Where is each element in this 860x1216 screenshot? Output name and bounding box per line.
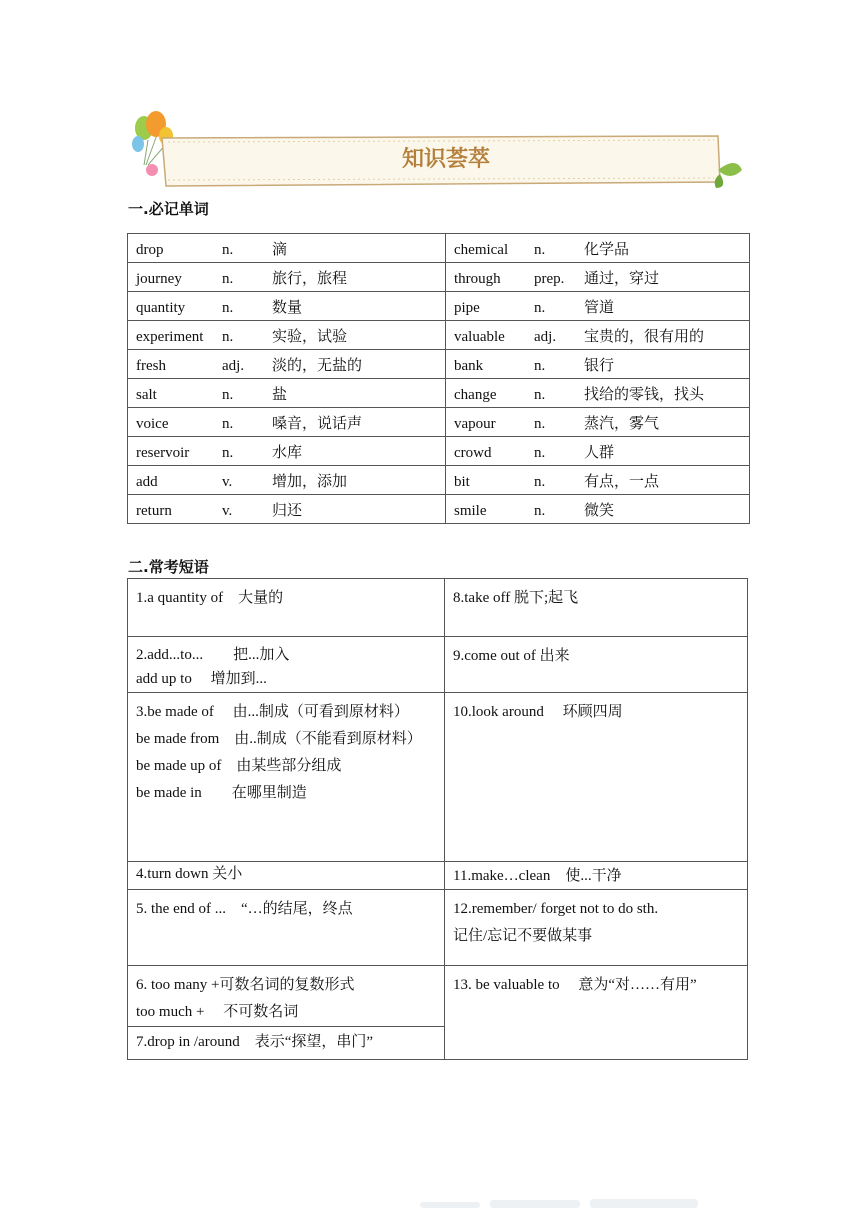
phrase-cell [128,862,445,890]
vocab-word: bit [454,473,470,490]
vocab-word: salt [136,386,157,403]
vocab-pos: n. [534,473,546,490]
phrase-text: 2.add...to... 把...加入 [136,647,290,663]
phrase-cell [128,890,445,966]
phrase-cell [128,966,445,1027]
phrase-cell [445,862,748,890]
vocab-cell [128,263,446,292]
vocab-word: pipe [454,299,480,316]
vocab-word: crowd [454,444,492,461]
vocab-meaning: 水库 [272,444,303,461]
phrase-text: 1.a quantity of 大量的 [136,590,284,606]
vocab-meaning: 微笑 [584,502,615,519]
section2-heading: 二.常考短语 [128,558,209,576]
phrase-text: too much + 不可数名词 [136,1004,299,1020]
vocab-cell [446,408,750,437]
vocab-meaning: 有点，一点 [584,473,660,490]
vocab-word: smile [454,502,487,519]
vocab-pos: n. [222,299,234,316]
phrase-text: be made up of 由某些部分组成 [136,758,342,774]
vocab-meaning: 人群 [584,444,615,461]
vocab-meaning: 增加，添加 [272,473,348,490]
vocab-row [128,495,750,524]
phrase-text: 5. the end of ... “…的结尾，终点 [136,901,353,917]
vocab-cell [128,350,446,379]
vocab-pos: n. [534,299,546,316]
vocab-pos: n. [222,241,234,258]
vocab-table [127,233,750,524]
phrase-text: 7.drop in /around 表示“探望，串门” [136,1034,374,1050]
vocab-cell [128,321,446,350]
vocab-pos: n. [534,502,546,519]
vocab-word: change [454,386,497,403]
vocab-cell [446,263,750,292]
vocab-meaning: 淡的，无盐的 [272,357,363,374]
phrase-cell [128,579,445,637]
vocab-pos: n. [222,328,234,345]
footer-watermark [420,1198,700,1212]
vocab-cell [446,321,750,350]
vocab-pos: n. [222,386,234,403]
phrase-cell [128,693,445,862]
vocab-row [128,263,750,292]
phrase-text: 11.make…clean 使...干净 [453,868,622,884]
vocab-cell [446,437,750,466]
phrase-cell [445,966,748,1060]
vocab-pos: n. [534,415,546,432]
vocab-meaning: 银行 [584,357,615,374]
section-banner [130,110,745,190]
vocab-pos: n. [222,415,234,432]
phrase-cell [128,1027,445,1060]
vocab-meaning: 管道 [584,299,615,316]
vocab-word: vapour [454,415,496,432]
phrase-text: be made in 在哪里制造 [136,785,307,801]
vocab-cell [128,234,446,263]
vocab-cell [128,466,446,495]
vocab-meaning: 归还 [272,502,303,519]
vocab-word: add [136,473,158,490]
vocab-row [128,379,750,408]
vocab-meaning: 通过，穿过 [584,270,660,287]
vocab-row [128,466,750,495]
phrase-table [127,578,748,1060]
vocab-cell [446,292,750,321]
phrase-text: add up to 增加到... [136,671,267,687]
vocab-pos: n. [534,357,546,374]
vocab-pos: n. [534,444,546,461]
vocab-meaning: 宝贵的，很有用的 [584,328,705,345]
vocab-cell [446,234,750,263]
vocab-cell [128,292,446,321]
vocab-word: return [136,502,172,519]
vocab-word: journey [136,270,182,287]
section1-heading: 一.必记单词 [128,200,209,218]
vocab-meaning: 化学品 [584,241,630,258]
vocab-meaning: 旅行，旅程 [272,270,348,287]
vocab-cell [128,379,446,408]
phrase-cell [445,890,748,966]
banner-title: 知识荟萃 [402,147,491,172]
vocab-row [128,350,750,379]
vocab-row [128,234,750,263]
phrase-text: 3.be made of 由...制成（可看到原材料） [136,704,409,720]
phrase-cell [128,637,445,693]
phrase-text: 13. be valuable to 意为“对……有用” [453,977,697,993]
vocab-word: chemical [454,241,509,258]
phrase-cell [445,693,748,862]
vocab-row [128,437,750,466]
vocab-meaning: 找给的零钱，找头 [584,386,705,403]
phrase-text: be made from 由..制成（不能看到原材料） [136,731,422,747]
vocab-cell [128,437,446,466]
vocab-word: through [454,270,501,287]
vocab-word: voice [136,415,169,432]
vocab-pos: prep. [534,270,565,287]
vocab-pos: adj. [222,357,245,374]
vocab-cell [128,495,446,524]
vocab-meaning: 滴 [272,241,288,258]
phrase-text: 12.remember/ forget not to do sth. [453,901,659,917]
vocab-word: drop [136,241,164,258]
vocab-pos: n. [222,270,234,287]
vocab-word: quantity [136,299,186,316]
phrase-text: 记住/忘记不要做某事 [453,928,593,944]
phrase-text: 4.turn down 关小 [136,866,243,882]
vocab-meaning: 嗓音，说话声 [272,415,363,432]
phrase-text: 9.come out of 出来 [453,648,570,664]
vocab-pos: n. [534,241,546,258]
vocab-row [128,292,750,321]
phrase-text: 10.look around 环顾四周 [453,704,623,720]
vocab-cell [446,466,750,495]
vocab-meaning: 蒸汽，雾气 [584,415,660,432]
phrase-cell [445,579,748,637]
vocab-cell [446,350,750,379]
vocab-cell [446,379,750,408]
vocab-pos: v. [222,502,233,519]
vocab-row [128,408,750,437]
vocab-word: bank [454,357,484,374]
vocab-meaning: 盐 [272,386,288,403]
vocab-word: fresh [136,357,166,374]
vocab-cell [446,495,750,524]
vocab-meaning: 数量 [272,299,303,316]
vocab-meaning: 实验，试验 [272,328,348,345]
vocab-pos: v. [222,473,233,490]
phrase-text: 8.take off 脱下;起飞 [453,590,579,606]
vocab-row [128,321,750,350]
phrase-cell [445,637,748,693]
vocab-pos: n. [534,386,546,403]
vocab-pos: n. [222,444,234,461]
phrase-text: 6. too many +可数名词的复数形式 [136,977,355,993]
vocab-cell [128,408,446,437]
vocab-word: valuable [454,328,505,345]
vocab-word: reservoir [136,444,190,461]
vocab-word: experiment [136,328,204,345]
vocab-pos: adj. [534,328,557,345]
